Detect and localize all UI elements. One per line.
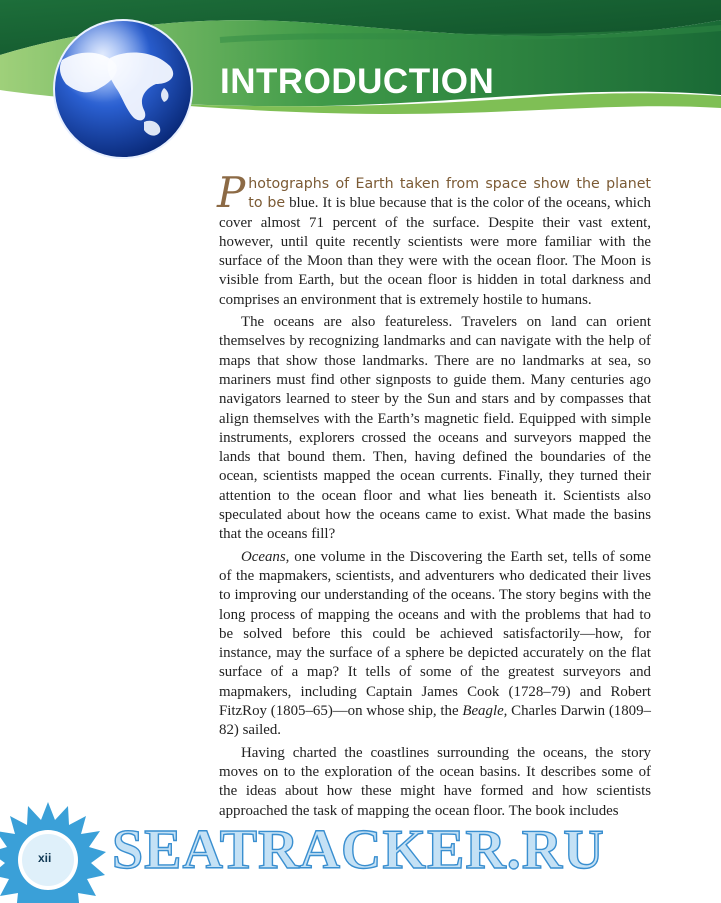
paragraph-1-text: blue. It is blue because that is the color of the oceans, which cover almost 71 percent of the surface. Despite their vast extent, however, until quite recently scientists were more familiar with the surface of the Moon than they were with the ocean floor. The Moon is visible from Earth, but the ocean floor is hidden in total darkness and comprises an environment that is extremely hostile to humans. — [219, 195, 651, 308]
globe-icon — [52, 18, 194, 160]
page-title: INTRODUCTION — [220, 62, 495, 101]
paragraph-2: The oceans are also featureless. Travelers on land can orient themselves by recognizing landmarks and can navigate with the help of maps that show those landmarks. There are no landmarks at sea, so mariners must find other signposts to guide them. Many centuries ago navigators learned to steer by the Sun and stars and by compasses that align themselves with the Earth’s magnetic field. Equipped with simple instruments, explorers crossed the oceans and surveyors mapped the lands that bound them. Then, having defined the boundaries of the ocean, scientists mapped the ocean currents. Finally, they turned their attention to the ocean floor and what lies beneath it. Scientists also speculated about how the oceans came to exist. What made the basins that the oceans fill? — [219, 314, 651, 543]
lead-in: hotographs of Earth taken from space show the planet to be — [248, 176, 651, 212]
book-title: Oceans, — [241, 548, 290, 565]
paragraph-3-text-a: one volume in the Discovering the Earth set, tells of some of the mapmakers, scientists, and adventurers who dedicated their lives to improving our understanding of the oceans. The story begins with the long process of mapping the oceans and with the problems that had to be solved before this could be achieved satisfactorily—how, for instance, may the surface of a sphere be depicted accurately on the flat surface of a map? It tells of some of the greatest surveyors and mapmakers, including Captain James Cook (1728–79) and Robert FitzRoy (1805–65)—on whose ship, the — [219, 548, 651, 720]
page-number: xii — [38, 851, 52, 865]
ship-name: Beagle, — [462, 703, 508, 720]
sunburst-icon — [0, 800, 106, 903]
paragraph-3 — [219, 548, 651, 741]
article-body — [217, 168, 652, 821]
watermark: SEATRACKER.RU — [112, 819, 605, 881]
paragraph-1 — [217, 168, 651, 310]
drop-cap: P — [217, 168, 246, 217]
paragraph-3-text-b: Charles Darwin (1809–82) sailed. — [219, 703, 652, 739]
paragraph-4: Having charted the coastlines surrounding the oceans, the story moves on to the exploration of the ocean basins. It describes some of the ideas about how these might have formed and how scientists approached the task of mapping the ocean floor. The book includes — [219, 744, 651, 819]
